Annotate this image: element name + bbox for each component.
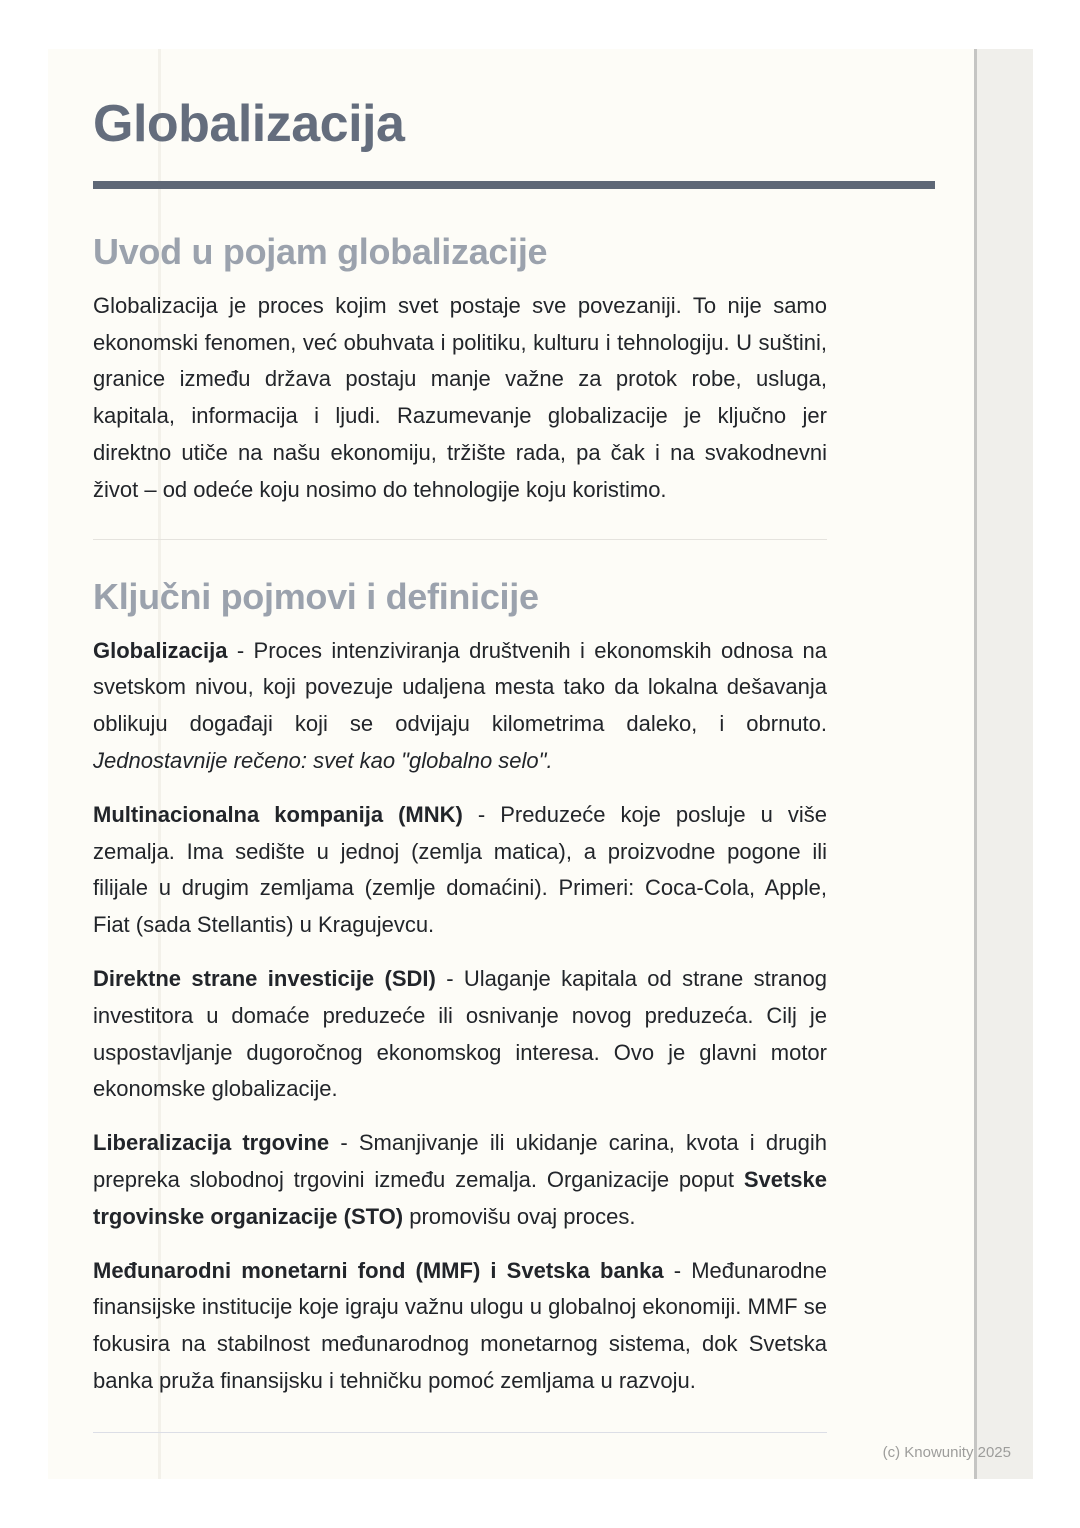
paragraph [93, 1253, 827, 1400]
copyright-watermark: (c) Knowunity 2025 [882, 1444, 1011, 1461]
paragraph [93, 288, 827, 509]
paragraph [93, 1125, 827, 1235]
section-key-terms [93, 574, 827, 1400]
section-divider [93, 539, 827, 540]
bottom-divider [93, 1432, 827, 1433]
section-heading-intro: Uvod u pojam globalizacije [93, 230, 548, 272]
page-content [93, 49, 827, 1433]
page-title: Globalizacija [93, 95, 405, 153]
text-run: - Ulaganje kapitala od strane stranog investitora u domaće preduzeće ili osnivanje novog preduzeća. Cilj je uspostavljanje dugoročnog ekonomskog interesa. Ovo je glavni motor ekonomske globalizacije. [93, 965, 827, 1102]
title-underline-rule [93, 181, 935, 189]
text-run: Multinacionalna kompanija (MNK) [93, 801, 463, 827]
text-run: - Proces intenziviranja društvenih i ekonomskih odnosa na svetskom nivou, koji povezuje udaljena mesta tako da lokalna dešavanja oblikuju događaji koji se odvijaju kilometrima daleko, i obrnuto. [93, 637, 827, 737]
paragraph [93, 633, 827, 780]
document-page [48, 49, 1033, 1479]
text-run: Direktne strane investicije (SDI) [93, 965, 436, 991]
text-run: promovišu ovaj proces. [403, 1203, 636, 1229]
text-run: Jednostavnije rečeno: svet kao "globalno selo". [93, 747, 553, 773]
text-run: Liberalizacija trgovine [93, 1130, 330, 1156]
page-edge-strip [974, 49, 1033, 1479]
paragraph [93, 961, 827, 1108]
text-run: - Međunarodne finansijske institucije koje igraju važnu ulogu u globalnoj ekonomiji. MMF se fokusira na stabilnost međunarodnog monetarnog sistema, dok Svetska banka pruža finansijsku i tehničku pomoć zemljama u razvoju. [93, 1257, 827, 1393]
text-run: - Preduzeće koje posluje u više zemalja. Ima sedište u jednoj (zemlja matica), a proizvodne pogone ili filijale u drugim zemljama (zemlje domaćini). Primeri: Coca-Cola, Apple, Fiat (sada Stellantis) u Kragujevcu. [93, 801, 827, 938]
section-heading-key-terms: Ključni pojmovi i definicije [93, 575, 539, 617]
text-run: - Smanjivanje ili ukidanje carina, kvota i drugih prepreka slobodnoj trgovini između zemalja. Organizacije poput [93, 1130, 827, 1192]
text-run: Međunarodni monetarni fond (MMF) i Svetska banka [93, 1257, 664, 1283]
text-run: Svetske trgovinske organizacije (STO) [93, 1166, 827, 1229]
text-run: Globalizacija [93, 637, 228, 663]
text-run: Globalizacija je proces kojim svet postaje sve povezaniji. To nije samo ekonomski fenomen, već obuhvata i politiku, kulturu i tehnologiju. U suštini, granice između država postaju manje važne za protok robe, usluga, kapitala, informacija i ljudi. Razumevanje globalizacije je ključno jer direktno utiče na našu ekonomiju, tržište rada, pa čak i na svakodnevni život – od odeće koju nosimo do tehnologije koju koristimo. [93, 292, 827, 502]
paragraph [93, 797, 827, 944]
section-body-key-terms [93, 633, 827, 1400]
section-intro [93, 229, 827, 509]
section-body-intro [93, 288, 827, 509]
